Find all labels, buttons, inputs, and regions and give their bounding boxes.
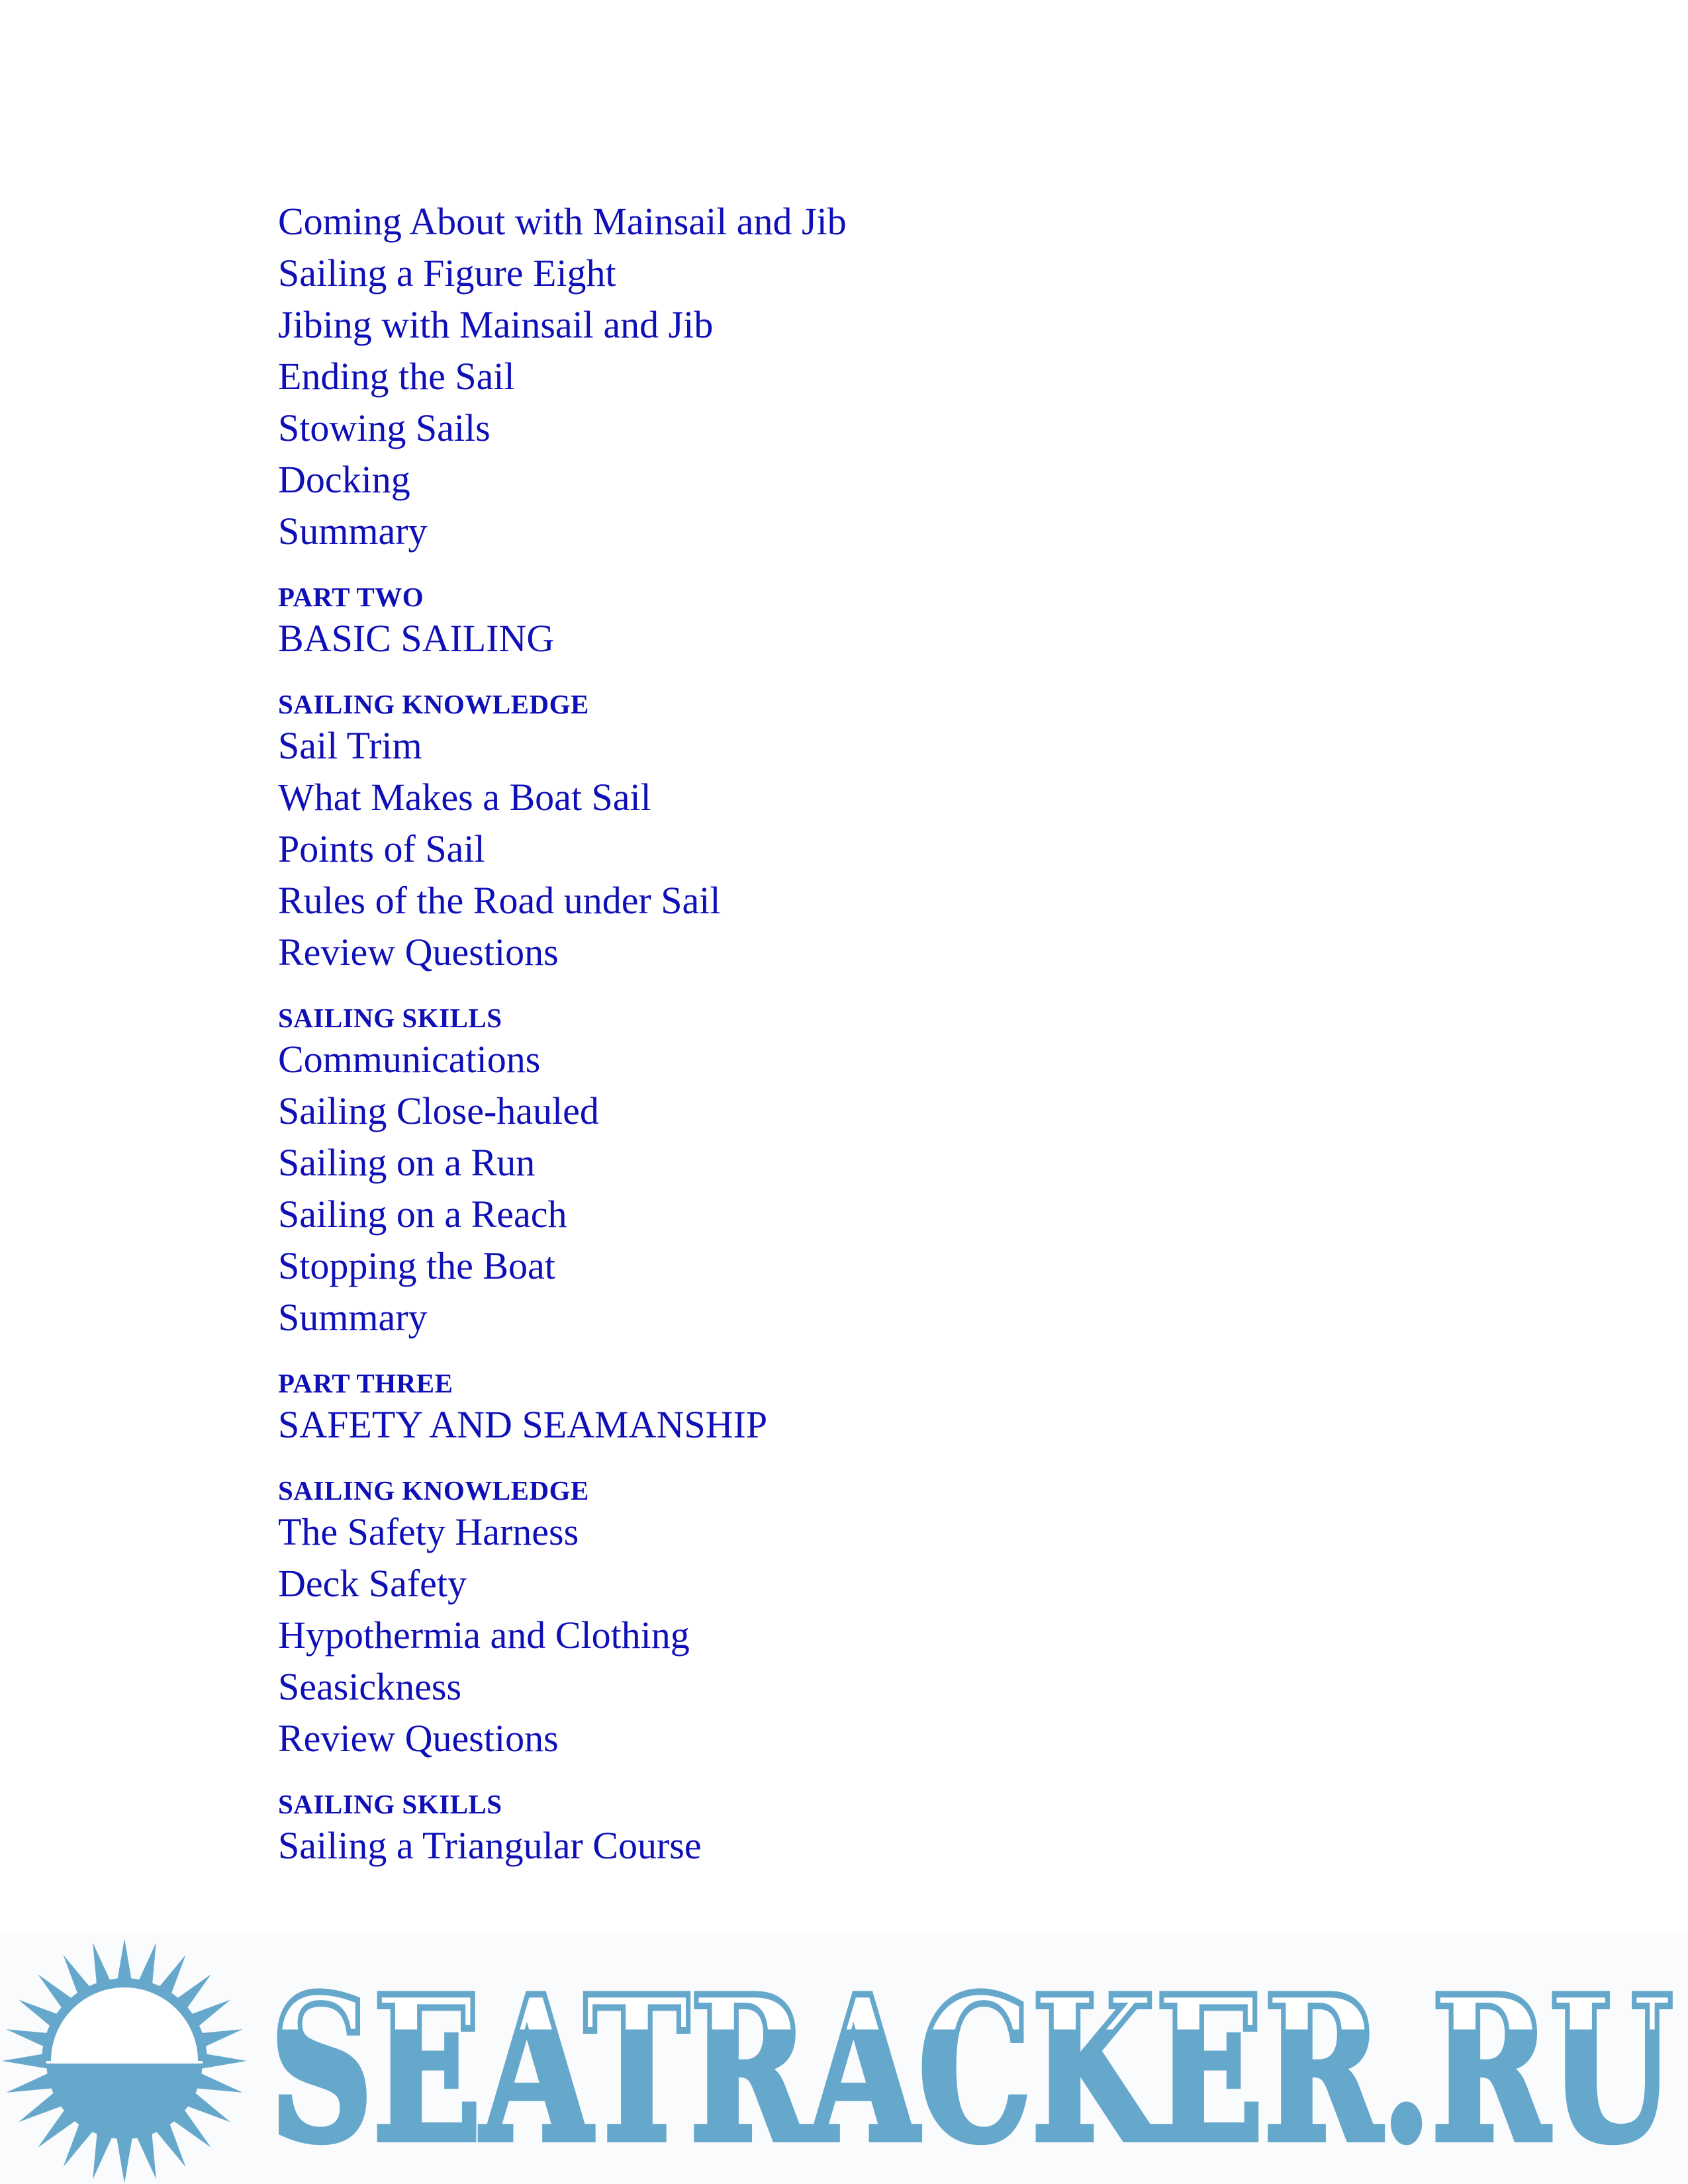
part-title-link[interactable]: SAFETY AND SEAMANSHIP — [278, 1403, 768, 1446]
toc-link[interactable]: The Safety Harness — [278, 1510, 579, 1553]
toc-link[interactable]: Sailing a Figure Eight — [278, 251, 616, 295]
toc-link[interactable]: Seasickness — [278, 1665, 462, 1708]
watermark-logo — [263, 1966, 1680, 2164]
sun-ray — [116, 2133, 133, 2183]
section-heading: SAILING KNOWLEDGE — [278, 689, 589, 719]
part-label: PART TWO — [278, 582, 424, 612]
toc-link[interactable]: Coming About with Mainsail and Jib — [278, 200, 847, 243]
toc-link[interactable]: Review Questions — [278, 1717, 559, 1760]
toc-link[interactable]: Sailing a Triangular Course — [278, 1824, 702, 1867]
toc-link[interactable]: Points of Sail — [278, 827, 485, 870]
watermark-text: SEATRACKER.RU — [270, 1966, 1673, 2164]
toc-link[interactable]: Docking — [278, 458, 410, 501]
toc-link[interactable]: Rules of the Road under Sail — [278, 879, 721, 922]
section-heading: SAILING KNOWLEDGE — [278, 1475, 589, 1506]
toc-link[interactable]: Summary — [278, 510, 428, 553]
toc-link[interactable]: Sailing Close-hauled — [278, 1089, 599, 1132]
part-label: PART THREE — [278, 1368, 453, 1398]
section-heading: SAILING SKILLS — [278, 1789, 502, 1819]
section-heading: SAILING SKILLS — [278, 1003, 502, 1033]
toc-link[interactable]: Sailing on a Run — [278, 1141, 536, 1184]
toc-link[interactable]: Review Questions — [278, 931, 559, 974]
part-title-link[interactable]: BASIC SAILING — [278, 617, 555, 660]
table-of-contents — [278, 196, 1536, 1872]
toc-link[interactable]: Deck Safety — [278, 1562, 467, 1605]
toc-link[interactable]: Stowing Sails — [278, 406, 491, 449]
toc-link[interactable]: Summary — [278, 1296, 428, 1339]
toc-link[interactable]: Hypothermia and Clothing — [278, 1614, 690, 1657]
toc-link[interactable]: Stopping the Boat — [278, 1244, 555, 1287]
toc-link[interactable]: What Makes a Boat Sail — [278, 776, 651, 819]
toc-link[interactable]: Ending the Sail — [278, 355, 515, 398]
toc-link[interactable]: Sailing on a Reach — [278, 1193, 567, 1236]
sun-icon — [0, 1931, 252, 2184]
toc-link[interactable]: Sail Trim — [278, 724, 422, 767]
toc-link[interactable]: Jibing with Mainsail and Jib — [278, 303, 714, 346]
toc-link[interactable]: Communications — [278, 1038, 541, 1081]
